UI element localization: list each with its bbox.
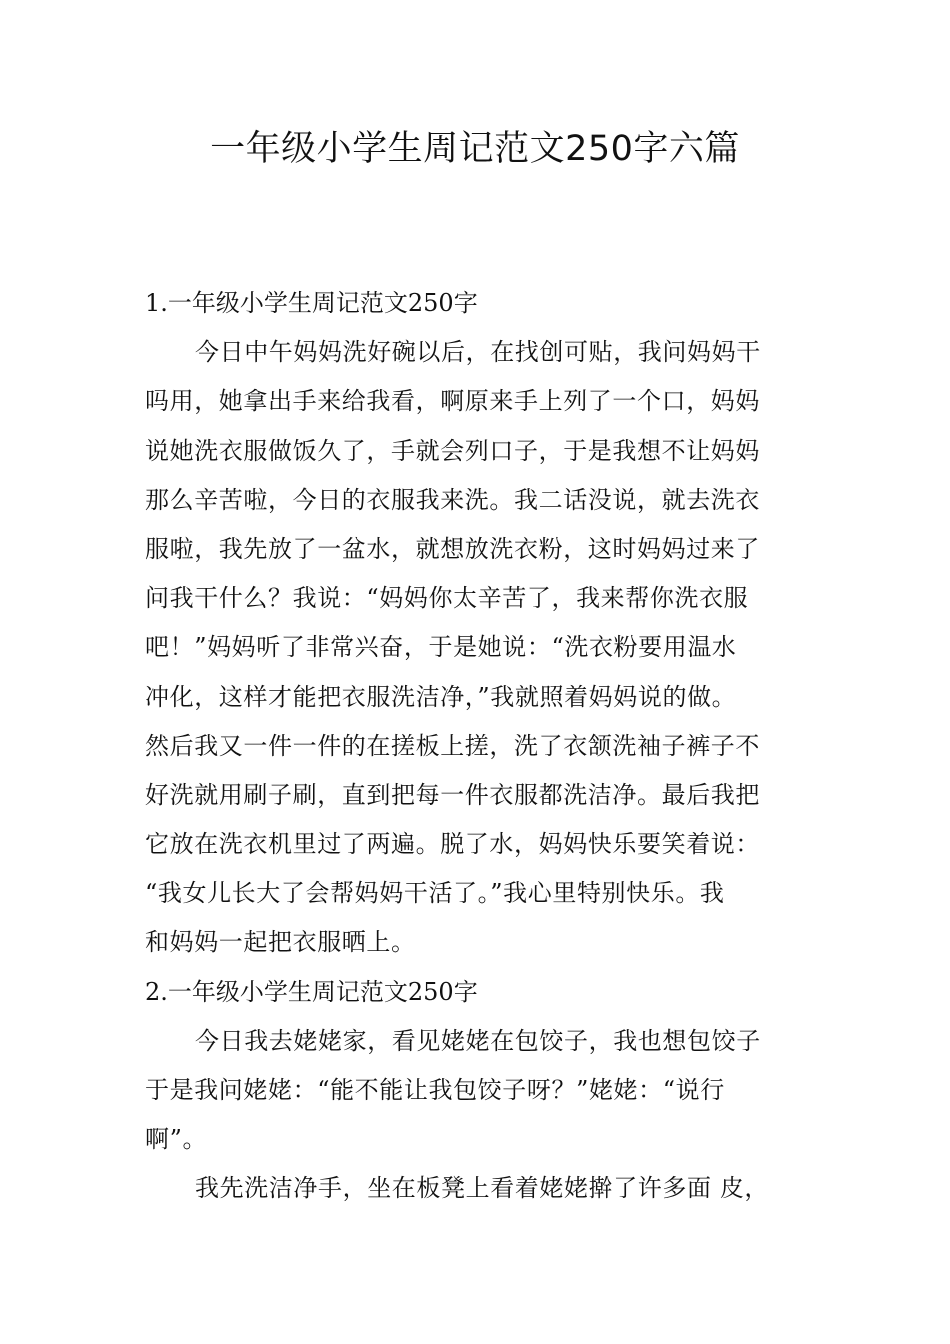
paragraph-line: 服啦，我先放了一盆水，就想放洗衣粉，这时妈妈过来了 (145, 534, 760, 563)
section-2-paragraph-1 (145, 1017, 807, 1165)
paragraph-line: 问我干什么？我说：“妈妈你太辛苦了，我来帮你洗衣服 (145, 584, 749, 613)
document-title: 一年级小学生周记范文250字六篇 (210, 129, 740, 169)
paragraph-line: 吗用，她拿出手来给我看，啊原来手上列了一个口，妈妈 (145, 387, 760, 416)
paragraph-line: 今日我去姥姥家，看见姥姥在包饺子，我也想包饺子 (195, 1026, 761, 1055)
section-heading-1: 1.一年级小学生周记范文250字 (145, 289, 478, 317)
paragraph-line: “我女儿长大了会帮妈妈干活了。”我心里特别快乐。我 (145, 879, 725, 908)
paragraph-line: 吧！”妈妈听了非常兴奋，于是她说：“洗衣粉要用温水 (145, 633, 737, 662)
paragraph-line: 于是我问姥姥：“能不能让我包饺子呀？”姥姥：“说行 (145, 1076, 725, 1104)
paragraph-line: 说她洗衣服做饭久了，手就会列口子，于是我想不让妈妈 (145, 436, 760, 465)
section-2-paragraph-2 (145, 1164, 807, 1213)
paragraph-line: 我先洗洁净手，坐在板凳上看着姥姥擀了许多面 皮， (195, 1174, 770, 1203)
paragraph-line: 冲化，这样才能把衣服洗洁净，”我就照着妈妈说的做。 (145, 682, 737, 711)
paragraph-line: 那么辛苦啦，今日的衣服我来洗。我二话没说，就去洗衣 (145, 485, 760, 514)
document-body (145, 279, 807, 1214)
paragraph-line: 好洗就用刷子刷，直到把每一件衣服都洗洁净。最后我把 (145, 780, 760, 809)
section-1-paragraph-1 (145, 328, 807, 967)
paragraph-line: 啊”。 (145, 1125, 208, 1154)
section-heading-2: 2.一年级小学生周记范文250字 (145, 977, 478, 1006)
paragraph-line: 它放在洗衣机里过了两遍。脱了水，妈妈快乐要笑着说： (145, 830, 760, 859)
paragraph-line: 今日中午妈妈洗好碗以后，在找创可贴，我问妈妈干 (195, 338, 761, 367)
paragraph-line: 然后我又一件一件的在搓板上搓，洗了衣颔洗袖子裤子不 (145, 731, 760, 760)
paragraph-line: 和妈妈一起把衣服晒上。 (145, 928, 416, 957)
